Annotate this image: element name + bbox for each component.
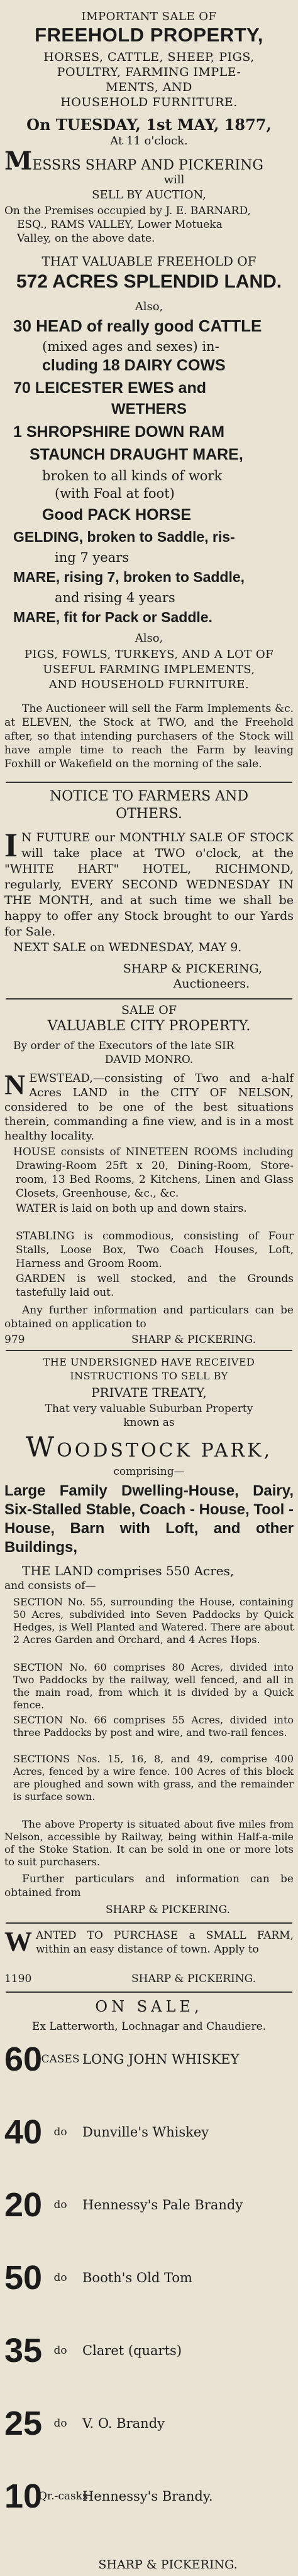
unit: do — [53, 2199, 67, 2211]
wanted-paragraph — [4, 1926, 294, 1957]
unit: CASES — [41, 2053, 80, 2066]
ship-names: Ex Latterworth, Lochnagar and Chaudiere. — [31, 2020, 267, 2033]
private-treaty: PRIVATE TREATY, — [91, 1385, 207, 1400]
quantity: 25 — [4, 2405, 43, 2442]
signature: SHARP & PICKERING, — [123, 962, 262, 976]
mare-line: MARE, fit for Pack or Saddle. — [13, 609, 212, 625]
signature-title: Auctioneers. — [173, 977, 250, 991]
signature: SHARP & PICKERING. — [131, 1973, 256, 1985]
goods-row — [4, 2407, 294, 2440]
divider — [6, 1922, 292, 1924]
drop-cap: N — [4, 1069, 26, 1101]
ad-title: FREEHOLD PROPERTY, — [35, 24, 263, 46]
unit: do — [53, 2344, 67, 2357]
newstead-paragraph — [4, 1071, 294, 1143]
auctioneer-note: The Auctioneer will sell the Farm Implements &c. at ELEVEN, the Stock at TWO, and the Freehold after, so that intending purchasers of the Stock will have ample time to reach the Farm by leaving Foxhill or Wakefield on the morning of the sale. — [4, 703, 294, 770]
intro-line: INSTRUCTIONS TO SELL BY — [70, 1370, 228, 1382]
intro-line: THE UNDERSIGNED HAVE RECEIVED — [43, 1356, 255, 1368]
pigs-line: PIGS, FOWLS, TURKEYS, AND A LOT OF — [24, 648, 274, 661]
sections-15-16-8-49: SECTIONS Nos. 15, 16, 8, and 49, comprise 400 Acres, fenced by a wire fence. 100 Acres of this block are ploughed and sown with grass, and the remainder is surface sown. — [13, 1753, 294, 1803]
gelding-detail: ing 7 years — [55, 550, 130, 565]
ewes-line: 70 LEICESTER EWES and — [13, 379, 207, 397]
ram-line: 1 SHROPSHIRE DOWN RAM — [13, 423, 225, 441]
intro-line: known as — [123, 1416, 175, 1429]
comprising: comprising— — [113, 1465, 185, 1478]
signature-line — [4, 1334, 294, 1346]
quantity: 10 — [4, 2477, 43, 2515]
unit: do — [53, 2417, 67, 2430]
item-description: LONG JOHN WHISKEY — [82, 2052, 240, 2067]
unit: do — [53, 2126, 67, 2138]
reference-number: 1190 — [4, 1973, 32, 1985]
item-description: Hennessy's Brandy. — [82, 2489, 213, 2504]
ad-subtitle: HORSES, CATTLE, SHEEP, PIGS, — [43, 50, 255, 64]
signature: SHARP & PICKERING. — [98, 2558, 238, 2572]
location-paragraph: The above Property is situated about five miles from Nelson, accessible by Railway, being within Half-a-mile of the Stoke Station. It can be sold in one or more lots to suit purchasers. — [4, 1818, 294, 1868]
mare-detail: and rising 4 years — [55, 590, 175, 605]
sale-of: SALE OF — [121, 1003, 177, 1017]
divider — [6, 1991, 292, 1993]
goods-row — [4, 2186, 294, 2224]
divider — [6, 782, 292, 783]
valuable-freehold: THAT VALUABLE FREEHOLD OF — [41, 254, 257, 269]
cattle-line: 30 HEAD of really good CATTLE — [13, 316, 262, 335]
draught-mare: STAUNCH DRAUGHT MARE, — [30, 446, 243, 463]
goods-row — [4, 2113, 294, 2151]
pigs-line: USEFUL FARMING IMPLEMENTS, — [43, 663, 255, 676]
signature: SHARP & PICKERING. — [106, 1904, 230, 1916]
house-paragraph: HOUSE consists of NINETEEN ROOMS including Drawing-Room 25ft x 20, Dining-Room, Store-room, 13 Bed Rooms, 2 Kitchens, Linen and Glass Closets, Greenhouse, &c., &c. — [13, 1146, 294, 1200]
gelding-line: GELDING, broken to Saddle, ris- — [13, 529, 235, 545]
auctioneer-line — [4, 146, 294, 176]
premises-line: Valley, on the above date. — [17, 232, 155, 245]
pack-horse: Good PACK HORSE — [42, 506, 192, 524]
goods-row — [4, 2477, 294, 2515]
item-description: Dunville's Whiskey — [82, 2125, 209, 2140]
drop-cap: W — [25, 1431, 57, 1463]
further-info: Any further information and particulars can be obtained on application to — [4, 1304, 294, 1330]
stabling-paragraph: STABLING is commodious, consisting of Four Stalls, Loose Box, Two Coach Houses, Loft, Harness and Groom Room. — [16, 1230, 294, 1270]
land-line: THE LAND comprises 550 Acres, — [22, 1563, 235, 1578]
executors-line: DAVID MONRO. — [104, 1054, 194, 1066]
quantity: 20 — [4, 2186, 43, 2224]
water-paragraph: WATER is laid on both up and down stairs. — [16, 1202, 247, 1215]
ad-heading: IMPORTANT SALE OF — [81, 10, 217, 23]
section-66: SECTION No. 66 comprises 55 Acres, divided into three Paddocks by post and wire, and two-rail fences. — [13, 1714, 294, 1738]
signature-line — [4, 1973, 294, 1985]
sale-date: On TUESDAY, 1st MAY, 1877, — [26, 116, 272, 134]
notice-title: OTHERS. — [116, 806, 182, 822]
property-name — [4, 1431, 294, 1463]
mare-detail: (with Foal at foot) — [55, 486, 175, 501]
divider — [6, 998, 292, 1000]
property-name-text: OODSTOCK PARK, — [57, 1440, 273, 1462]
goods-row — [4, 2334, 294, 2367]
garden-paragraph: GARDEN is well stocked, and the Grounds tastefully laid out. — [16, 1273, 294, 1299]
ad-subtitle: POULTRY, FARMING IMPLE- — [57, 65, 241, 79]
next-sale: NEXT SALE on WEDNESDAY, MAY 9. — [13, 940, 242, 954]
will-text: will — [163, 173, 185, 186]
cattle-detail: (mixed ages and sexes) in- — [42, 339, 219, 354]
also-text: Also, — [135, 300, 163, 313]
further-info: Further particulars and information can be obtained from — [4, 1873, 294, 1899]
dairy-cows: cluding 18 DAIRY COWS — [42, 357, 226, 374]
property-title: VALUABLE CITY PROPERTY. — [47, 1018, 251, 1034]
section-60: SECTION No. 60 comprises 80 Acres, divided into Two Paddocks by the railway, well fenced, and all in the main road, from which it is divided by a Quick fence. — [13, 1661, 294, 1711]
also-text: Also, — [135, 632, 163, 645]
signature: SHARP & PICKERING. — [131, 1334, 256, 1346]
ad-subtitle: HOUSEHOLD FURNITURE. — [60, 95, 238, 109]
notice-body — [4, 826, 294, 940]
item-description: Booth's Old Tom — [82, 2270, 192, 2285]
unit: Qr.-casks — [38, 2490, 88, 2503]
newstead-text: EWSTEAD,—consisting of Two and a-half Acres LAND in the CITY OF NELSON, considered to be one of the best situations therein, commanding a fine view, and is in a most healthy locality. — [4, 1072, 294, 1143]
goods-row — [4, 2040, 294, 2078]
divider — [6, 1350, 292, 1351]
quantity: 40 — [4, 2113, 43, 2151]
pigs-line: AND HOUSEHOLD FURNITURE. — [48, 678, 250, 691]
drop-cap: W — [4, 1926, 32, 1957]
newspaper-column — [4, 0, 294, 2576]
item-description: V. O. Brandy — [82, 2416, 165, 2431]
goods-row — [4, 2259, 294, 2297]
sale-time: At 11 o'clock. — [110, 134, 188, 148]
executors-line: By order of the Executors of the late SIR — [13, 1040, 235, 1052]
unit: do — [53, 2272, 67, 2284]
notice-title: NOTICE TO FARMERS AND — [49, 789, 249, 804]
notice-text: N FUTURE our MONTHLY SALE OF STOCK will take place at TWO o'clock, at the "WHITE HART" HOTEL, RICHMOND, regularly, EVERY SECOND WEDNESDAY IN THE MONTH, and at such time we shall be happy to offer any Stock brought to our Yards for Sale. — [4, 831, 294, 939]
drop-cap: M — [4, 146, 33, 176]
section-55: SECTION No. 55, surrounding the House, containing 50 Acres, subdivided into Seven Paddocks by Quick Hedges, is Well Planted and Watered. There are about 2 Acres Garden and Orchard, and 4 Acres Hops. — [13, 1596, 294, 1646]
reference-number: 979 — [4, 1334, 25, 1346]
buildings-list: Large Family Dwelling-House, Dairy, Six-Stalled Stable, Coach - House, Tool - House, Barn with Loft, and other Buildings, — [4, 1482, 294, 1556]
premises-line: ESQ., RAMS VALLEY, Lower Motueka — [17, 218, 223, 231]
drop-cap: I — [4, 826, 18, 864]
messrs-text: ESSRS SHARP AND PICKERING — [32, 158, 263, 173]
premises-line: On the Premises occupied by J. E. BARNARD, — [4, 205, 251, 217]
sell-by-auction: SELL BY AUCTION, — [92, 188, 206, 202]
item-description: Claret (quarts) — [82, 2343, 182, 2358]
ad-subtitle: MENTS, AND — [106, 80, 192, 94]
mare-detail: broken to all kinds of work — [42, 468, 223, 483]
intro-line: That very valuable Suburban Property — [45, 1403, 253, 1415]
on-sale-title: ON SALE, — [95, 1998, 203, 2015]
quantity: 60 — [4, 2040, 43, 2078]
wethers-line: WETHERS — [111, 401, 187, 418]
consists-of: and consists of— — [4, 1580, 96, 1592]
quantity: 50 — [4, 2259, 43, 2297]
acres-line: 572 ACRES SPLENDID LAND. — [16, 271, 282, 292]
quantity: 35 — [4, 2332, 43, 2369]
mare-line: MARE, rising 7, broken to Saddle, — [13, 569, 245, 585]
wanted-text: ANTED TO PURCHASE a SMALL FARM, within an easy distance of town. Apply to — [36, 1929, 294, 1956]
item-description: Hennessy's Pale Brandy — [82, 2197, 243, 2212]
